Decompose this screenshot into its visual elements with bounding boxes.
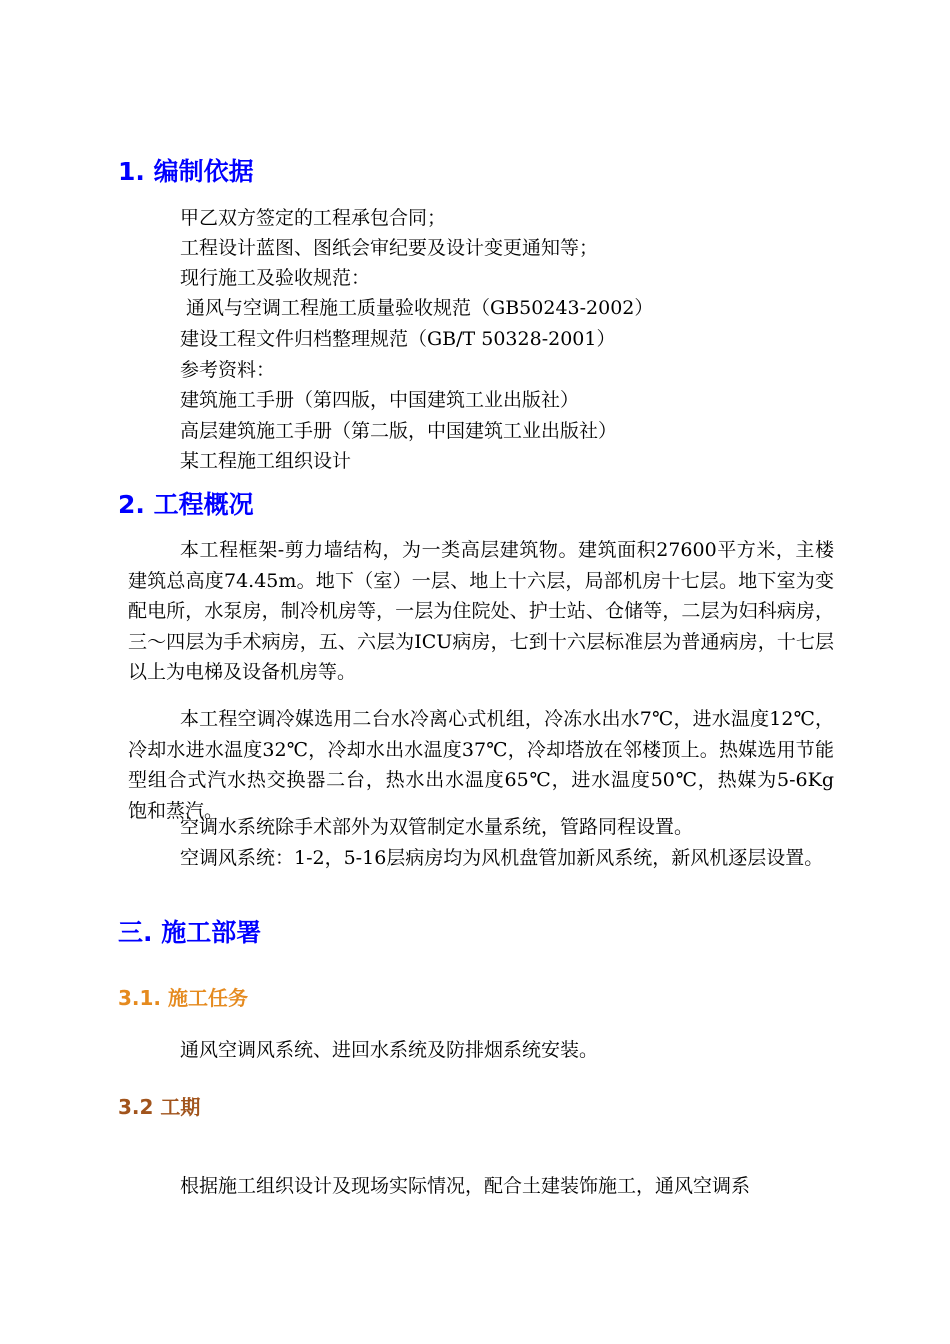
- paragraph-hvac-source: 本工程空调冷媒选用二台水冷离心式机组，冷冻水出水7℃，进水温度12℃，冷却水进水温度32℃，冷却水出水温度37℃，冷却塔放在邻楼顶上。热媒选用节能型组合式汽水热交换器二台，热水出水温度65℃，进水温度50℃，热媒为5-6Kg 饱和蒸汽。: [128, 708, 847, 822]
- section-1-heading: 1. 编制依据: [118, 157, 254, 186]
- list-item: 某工程施工组织设计: [180, 450, 352, 472]
- subsection-3-1-text: 通风空调风系统、进回水系统及防排烟系统安装。: [180, 1039, 599, 1061]
- subsection-3-2-text: 根据施工组织设计及现场实际情况，配合土建装饰施工，通风空调系: [180, 1175, 751, 1197]
- list-item: 高层建筑施工手册（第二版，中国建筑工业出版社）: [180, 420, 618, 442]
- section-3-heading: 三. 施工部署: [118, 918, 262, 947]
- list-item: 现行施工及验收规范：: [180, 267, 371, 289]
- list-item: 甲乙双方签定的工程承包合同；: [180, 207, 447, 229]
- subsection-3-1-heading: 3.1. 施工任务: [118, 986, 248, 1010]
- list-item: 建筑施工手册（第四版，中国建筑工业出版社）: [180, 389, 580, 411]
- list-item: 建设工程文件归档整理规范（GB/T 50328-2001）: [180, 328, 616, 350]
- list-item: 参考资料：: [180, 359, 276, 381]
- list-item: 工程设计蓝图、图纸会审纪要及设计变更通知等；: [180, 237, 599, 259]
- section-2-heading: 2. 工程概况: [118, 490, 254, 519]
- paragraph-air-system: 空调风系统：1-2，5-16层病房均为风机盘管加新风系统，新风机逐层设置。: [180, 847, 824, 869]
- list-item: 通风与空调工程施工质量验收规范（GB50243-2002）: [180, 297, 654, 319]
- subsection-3-2-heading: 3.2 工期: [118, 1095, 201, 1119]
- paragraph-water-system: 空调水系统除手术部外为双管制定水量系统，管路同程设置。: [180, 816, 694, 838]
- paragraph-building-overview: 本工程框架-剪力墙结构，为一类高层建筑物。建筑面积27600平方米，主楼建筑总高度74.45m。地下（室）一层、地上十六层，局部机房十七层。地下室为变配电所，水泵房，制冷机房等，一层为住院处、护士站、仓储等，二层为妇科病房，三～四层为手术病房，五、六层为ICU病房，七到十六层标准层为普通病房，十七层以上为电梯及设备机房等。: [128, 539, 834, 684]
